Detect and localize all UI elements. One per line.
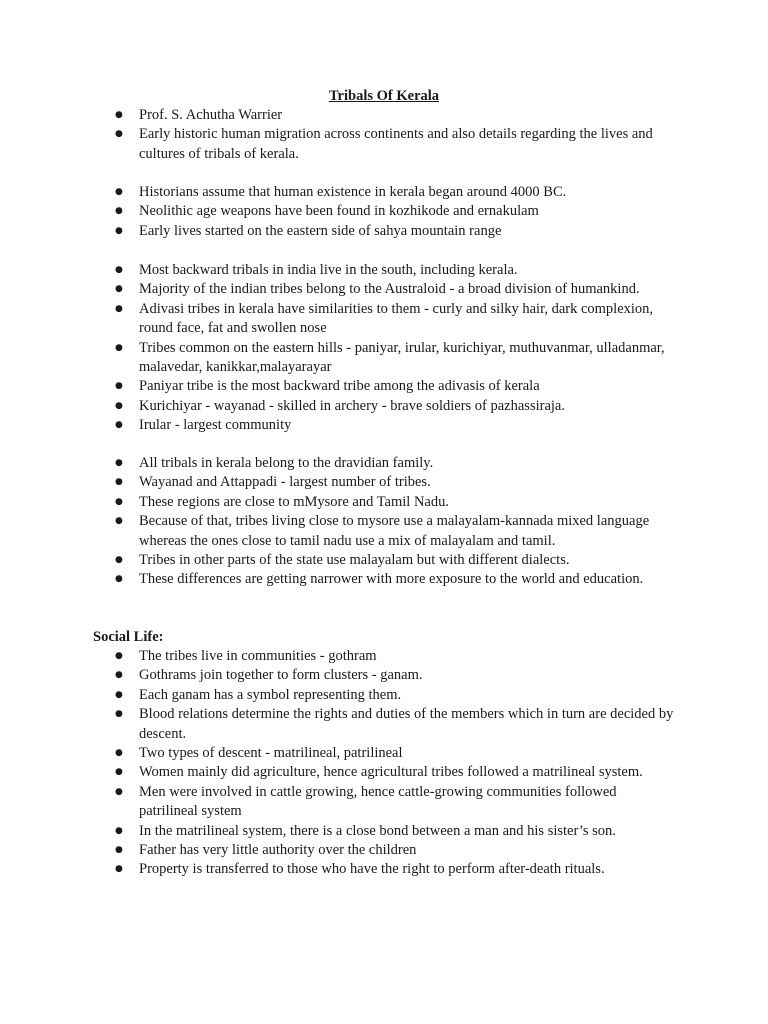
bullet-icon: ● — [115, 265, 123, 275]
list-item-text: Early lives started on the eastern side of sahya mountain range — [139, 222, 502, 239]
list-item-text: Each ganam has a symbol representing them. — [139, 686, 402, 703]
bullet-icon: ● — [115, 516, 123, 527]
list-item-text: Men were involved in cattle growing, hence cattle-growing communities followed patrilineal system — [139, 783, 617, 820]
bullet-list-authors — [0, 106, 768, 164]
list-item-text: Adivasi tribes in kerala have similarities to them - curly and silky hair, dark complexion, round face, fat and swollen nose — [139, 300, 654, 337]
bullet-icon: ● — [115, 767, 123, 778]
list-item — [0, 647, 768, 666]
list-item-text: Blood relations determine the rights and duties of the members which in turn are decided by descent. — [139, 706, 674, 742]
section-heading-social-life: Social Life: — [93, 629, 164, 645]
list-item-text: Gothrams join together to form clusters - ganam. — [139, 667, 423, 684]
bullet-icon: ● — [115, 129, 123, 140]
list-item-text: Neolithic age weapons have been found in kozhikode and ernakulam — [139, 203, 539, 220]
bullet-icon: ● — [115, 477, 123, 488]
bullet-list-history — [0, 183, 768, 241]
list-item-text: Tribes common on the eastern hills - paniyar, irular, kurichiyar, muthuvanmar, ulladanmar, malavedar, kanikkar,malayarayar — [139, 339, 665, 376]
document-title: Tribals Of Kerala — [328, 88, 440, 104]
bullet-icon: ● — [115, 420, 123, 431]
bullet-icon: ● — [115, 825, 123, 836]
list-item — [0, 377, 768, 396]
list-item-text: Because of that, tribes living close to mysore use a malayalam-kannada mixed language whereas the ones close to tamil nadu use a mix of malayalam and tamil. — [139, 513, 650, 549]
list-item-text: Prof. S. Achutha Warrier — [139, 107, 283, 123]
list-item-text: Two types of descent - matrilineal, patrilineal — [139, 745, 403, 762]
list-item — [0, 125, 768, 164]
list-item — [0, 493, 768, 512]
list-item-text: Paniyar tribe is the most backward tribe among the adivasis of kerala — [139, 378, 540, 395]
bullet-icon: ● — [115, 496, 123, 507]
list-item — [0, 261, 768, 280]
bullet-list-regions — [0, 454, 768, 590]
list-item-text: All tribals in kerala belong to the dravidian family. — [139, 455, 434, 471]
bullet-icon: ● — [115, 187, 123, 197]
list-item — [0, 666, 768, 685]
bullet-list-tribes — [0, 261, 768, 436]
list-item-text: Wayanad and Attappadi - largest number of tribes. — [139, 474, 431, 491]
list-item — [0, 705, 768, 744]
list-item — [0, 339, 768, 378]
list-item — [0, 570, 768, 589]
list-item-text: Women mainly did agriculture, hence agricultural tribes followed a matrilineal system. — [139, 764, 643, 781]
bullet-icon: ● — [115, 284, 123, 295]
list-item-text: Early historic human migration across continents and also details regarding the lives and cultures of tribals of kerala. — [139, 126, 653, 162]
list-item — [0, 202, 768, 221]
list-item — [0, 416, 768, 435]
list-item-text: Most backward tribals in india live in the south, including kerala. — [139, 262, 518, 278]
list-item — [0, 183, 768, 202]
list-item-text: Kurichiyar - wayanad - skilled in archery - brave soldiers of pazhassiraja. — [139, 397, 565, 414]
list-item-text: In the matrilineal system, there is a close bond between a man and his sister’s son. — [139, 822, 616, 839]
list-item-text: These differences are getting narrower with more exposure to the world and education. — [139, 571, 644, 588]
list-item-text: Property is transferred to those who have the right to perform after-death rituals. — [139, 861, 605, 878]
bullet-icon: ● — [115, 786, 123, 797]
bullet-icon: ● — [115, 303, 123, 314]
bullet-icon: ● — [115, 110, 123, 120]
list-item — [0, 106, 768, 125]
list-item — [0, 454, 768, 473]
list-item — [0, 280, 768, 299]
list-item — [0, 860, 768, 879]
bullet-icon: ● — [115, 574, 123, 585]
bullet-icon: ● — [115, 689, 123, 700]
bullet-icon: ● — [115, 206, 123, 217]
list-item — [0, 763, 768, 782]
list-item-text: Irular - largest community — [139, 417, 292, 434]
bullet-icon: ● — [115, 864, 123, 875]
list-item — [0, 222, 768, 241]
list-item — [0, 686, 768, 705]
list-item-text: These regions are close to mMysore and Tamil Nadu. — [139, 493, 449, 510]
list-item-text: Majority of the indian tribes belong to the Australoid - a broad division of humankind. — [139, 281, 640, 298]
list-item-text: Father has very little authority over the children — [139, 842, 417, 859]
list-item — [0, 841, 768, 860]
list-item — [0, 473, 768, 492]
list-item — [0, 783, 768, 822]
list-item — [0, 397, 768, 416]
list-item-text: Historians assume that human existence in kerala began around 4000 BC. — [139, 184, 567, 200]
bullet-icon: ● — [115, 458, 123, 468]
list-item — [0, 822, 768, 841]
bullet-list-social-life — [0, 647, 768, 880]
bullet-icon: ● — [115, 381, 123, 392]
bullet-icon: ● — [115, 845, 123, 856]
list-item-text: Tribes in other parts of the state use malayalam but with different dialects. — [139, 552, 570, 569]
bullet-icon: ● — [115, 670, 123, 681]
bullet-icon: ● — [115, 651, 123, 661]
bullet-icon: ● — [115, 709, 123, 720]
bullet-icon: ● — [115, 400, 123, 411]
bullet-icon: ● — [115, 342, 123, 353]
bullet-icon: ● — [115, 748, 123, 759]
bullet-icon: ● — [115, 555, 123, 566]
list-item — [0, 300, 768, 339]
list-item-text: The tribes live in communities - gothram — [139, 648, 377, 664]
list-item — [0, 744, 768, 763]
list-item — [0, 551, 768, 570]
bullet-icon: ● — [115, 225, 123, 236]
list-item — [0, 512, 768, 551]
